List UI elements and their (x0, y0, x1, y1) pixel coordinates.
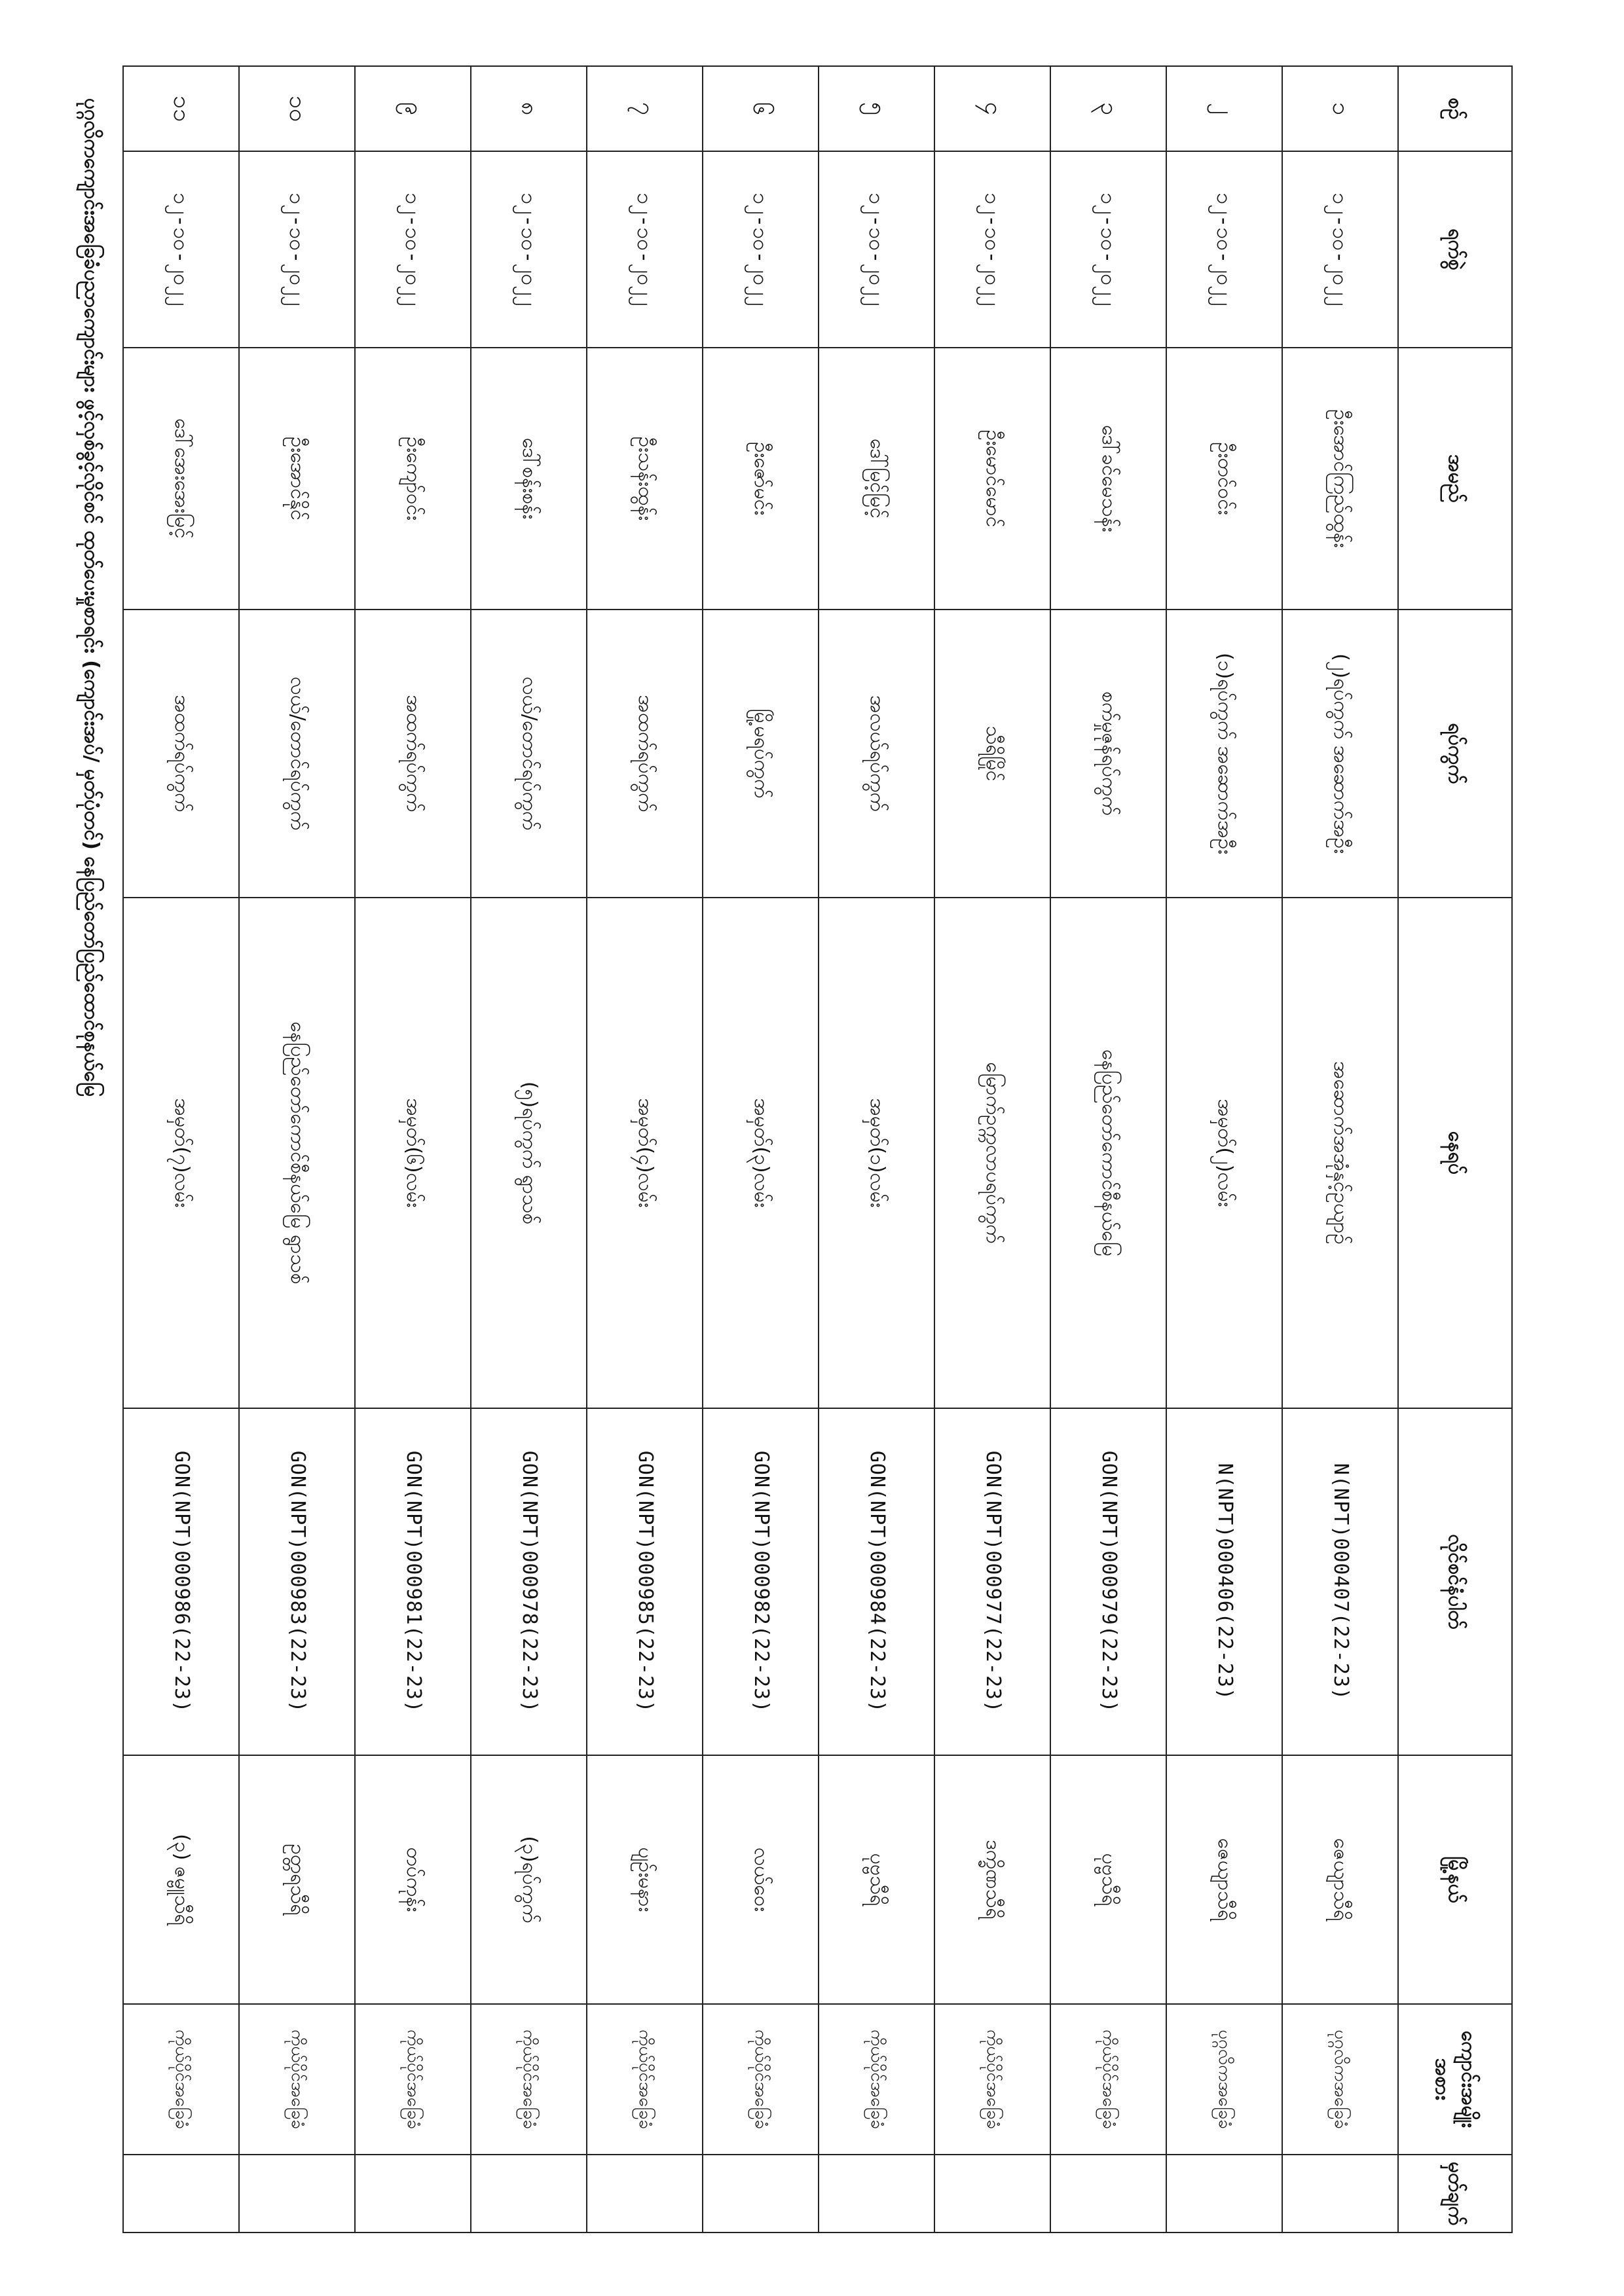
cell-license: GON(NPT)000982(22-23) (703, 1408, 819, 1755)
register-table (122, 65, 1513, 2233)
cell-no: ၃ (1050, 66, 1166, 151)
cell-township: တပ်ကုန်း (355, 1755, 471, 2004)
header-row (1398, 66, 1512, 2232)
cell-remark (1050, 2155, 1166, 2232)
cell-license: GON(NPT)000981(22-23) (355, 1408, 471, 1755)
header-license: လိုင်စင်နံပါတ် (1398, 1408, 1512, 1755)
cell-remark (934, 2155, 1050, 2232)
table-row (1166, 66, 1282, 2232)
cell-ward: စက်မှုဇုန်ရပ်ကွက် (1050, 610, 1166, 898)
table-row (1282, 66, 1398, 2232)
document-title: ပုဂ္ဂလိကကျောင်းအခြေခံပညာကျောင်းများ ဖွင့်လှစ်ခွင့်လိုင်စင် ထုတ်ပေးမှုစာရင်း (ကျောင်းအပ်/ မှတ်ပုံတင်) နေပြည်တော်ပြည်ထောင်စုနယ်မြေ (80, 98, 103, 1097)
cell-type: ကိုယ်ပိုင်အခြေခံ (123, 2004, 239, 2155)
cell-ward: လယ်/တောင်ရပ်ကွက် (239, 610, 355, 898)
cell-name: ဦးကျော်ဝင်း (355, 348, 471, 610)
cell-type: ပုဂ္ဂလိကအခြေခံ (1282, 2004, 1398, 2155)
cell-date: ၁၂-၁၀-၂၀၂၂ (239, 151, 355, 348)
cell-address: အမှတ်(၂)လမ်း (1166, 898, 1282, 1408)
cell-remark (1166, 2155, 1282, 2232)
cell-township: ဇေယျာသီရိ (1166, 1755, 1282, 2004)
cell-date: ၁၂-၁၀-၂၀၂၂ (355, 151, 471, 348)
cell-type: ပုဂ္ဂလိကအခြေခံ (1166, 2004, 1282, 2155)
header-name: အမည် (1398, 348, 1512, 610)
cell-type: ကိုယ်ပိုင်အခြေခံ (703, 2004, 819, 2155)
cell-address: နေပြည်တော်ကောင်စီနယ်မြေ (1050, 898, 1166, 1408)
header-no: စဉ် (1398, 66, 1512, 151)
cell-ward: သီရိမြိုင် (934, 610, 1050, 898)
cell-address: အမှတ်(၇)လမ်း (123, 898, 239, 1408)
cell-name: ဦးဇော်မင်း (703, 348, 819, 610)
cell-type: ကိုယ်ပိုင်အခြေခံ (934, 2004, 1050, 2155)
cell-no: ၄ (934, 66, 1050, 151)
cell-date: ၁၂-၁၀-၂၀၂၂ (934, 151, 1050, 348)
cell-license: GON(NPT)000985(22-23) (587, 1408, 703, 1755)
cell-ward: (၂)ရပ်ကွက် အဆောက်အဦး (1282, 610, 1398, 898)
cell-type: ကိုယ်ပိုင်အခြေခံ (471, 2004, 587, 2155)
cell-license: GON(NPT)000984(22-23) (819, 1408, 934, 1755)
cell-name: ဦးတင်ဝင်း (1166, 348, 1282, 610)
table-row (934, 66, 1050, 2232)
cell-ward: (၁)ရပ်ကွက် အဆောက်အဦး (1166, 610, 1282, 898)
cell-ward: အထက်ရပ်ကွက် (587, 610, 703, 898)
cell-license: N(NPT)000406(22-23) (1166, 1408, 1282, 1755)
cell-type: ကိုယ်ပိုင်အခြေခံ (355, 2004, 471, 2155)
cell-no: ၁၁ (123, 66, 239, 151)
cell-date: ၁၂-၁၀-၂၀၂၂ (819, 151, 934, 348)
cell-address: အဆောက်အအုံနှင့်ဥယျာဉ် (1282, 898, 1398, 1408)
cell-name: ဒေါ်အေးအေးမြင့် (123, 348, 239, 610)
cell-township: ပုဗ္ဗသီရိ (819, 1755, 934, 2004)
cell-remark (355, 2155, 471, 2232)
table-body (123, 66, 1398, 2232)
table-row (1050, 66, 1166, 2232)
cell-address: အမှတ်(၄)လမ်း (587, 898, 703, 1408)
cell-no: ၁၀ (239, 66, 355, 151)
cell-address: (၅)ရပ်ကွက် ရွာသစ် (471, 898, 587, 1408)
cell-no: ၅ (819, 66, 934, 151)
table-row (703, 66, 819, 2232)
table-row (819, 66, 934, 2232)
cell-no: ၁ (1282, 66, 1398, 151)
cell-ward: လယ်/တောင်ရပ်ကွက် (471, 610, 587, 898)
cell-date: ၁၂-၁၀-၂၀၂၂ (1050, 151, 1166, 348)
cell-license: N(NPT)000407(22-23) (1282, 1408, 1398, 1755)
cell-no: ၆ (703, 66, 819, 151)
cell-remark (703, 2155, 819, 2232)
cell-name: ဦးအောင်ကြည်ထွန်း (1282, 348, 1398, 610)
cell-type: ကိုယ်ပိုင်အခြေခံ (239, 2004, 355, 2155)
cell-date: ၁၂-၁၀-၂၀၂၂ (123, 151, 239, 348)
header-date: ရက်စွဲ (1398, 151, 1512, 348)
cell-date: ၁၂-၁၀-၂၀၂၂ (587, 151, 703, 348)
cell-license: GON(NPT)000979(22-23) (1050, 1408, 1166, 1755)
cell-township: ဇေယျာသီရိ (1282, 1755, 1398, 2004)
cell-remark (587, 2155, 703, 2232)
cell-township: (၃)ရပ်ကွက် (471, 1755, 587, 2004)
cell-address: အမှတ်(၃)လမ်း (703, 898, 819, 1408)
header-type: ကျောင်းအမျိုးအစား (1398, 2004, 1512, 2155)
cell-name: ဦးအောင်နိုင် (239, 348, 355, 610)
cell-no: ၈ (471, 66, 587, 151)
cell-no: ၂ (1166, 66, 1282, 151)
cell-remark (819, 2155, 934, 2232)
table-row (587, 66, 703, 2232)
cell-name: ဒေါ်မြင့်မြင့် (819, 348, 934, 610)
cell-license: GON(NPT)000983(22-23) (239, 1408, 355, 1755)
cell-remark (239, 2155, 355, 2232)
cell-date: ၁၂-၁၀-၂၀၂၂ (1282, 151, 1398, 348)
cell-remark (471, 2155, 587, 2232)
cell-township: လယ်ဝေး (703, 1755, 819, 2004)
table-row (239, 66, 355, 2232)
cell-address: အမှတ်(၁)လမ်း (819, 898, 934, 1408)
cell-type: ကိုယ်ပိုင်အခြေခံ (819, 2004, 934, 2155)
cell-date: ၁၂-၁၀-၂၀၂၂ (471, 151, 587, 348)
cell-name: ဒေါ်စန်းစန်း (471, 348, 587, 610)
cell-no: ၉ (355, 66, 471, 151)
cell-township: ဥတ္တရသီရိ (239, 1755, 355, 2004)
header-remark: မှတ်ချက် (1398, 2155, 1512, 2232)
cell-type: ကိုယ်ပိုင်အခြေခံ (587, 2004, 703, 2155)
cell-remark (1282, 2155, 1398, 2232)
cell-township: (၃) ဇမ္ဗူသီရိ (123, 1755, 239, 2004)
header-address: နေရပ် (1398, 898, 1512, 1408)
cell-license: GON(NPT)000977(22-23) (934, 1408, 1050, 1755)
table-row (123, 66, 239, 2232)
cell-name: ဒေါ်ခင်မေသန်း (1050, 348, 1166, 610)
cell-address: မြောက်ဥက္ကလာပရပ်ကွက် (934, 898, 1050, 1408)
cell-name: ဦးမောင်မောင် (934, 348, 1050, 610)
cell-ward: အထက်ရပ်ကွက် (123, 610, 239, 898)
cell-remark (123, 2155, 239, 2232)
cell-name: ဦးသန်းထွန်း (587, 348, 703, 610)
cell-township: ပုဗ္ဗသီရိ (1050, 1755, 1166, 2004)
cell-township: ပျဉ်းမနား (587, 1755, 703, 2004)
cell-license: GON(NPT)000978(22-23) (471, 1408, 587, 1755)
header-township: မြို့နယ် (1398, 1755, 1512, 2004)
cell-license: GON(NPT)000986(22-23) (123, 1408, 239, 1755)
cell-no: ၇ (587, 66, 703, 151)
cell-ward: အလယ်ရပ်ကွက် (819, 610, 934, 898)
cell-address: နေပြည်တော်ကောင်စီနယ်မြေ ရွာသစ် (239, 898, 355, 1408)
cell-date: ၁၂-၁၀-၂၀၂၂ (1166, 151, 1282, 348)
cell-date: ၁၂-၁၀-၂၀၂၂ (703, 151, 819, 348)
cell-address: အမှတ်(၆)လမ်း (355, 898, 471, 1408)
table-row (355, 66, 471, 2232)
cell-type: ကိုယ်ပိုင်အခြေခံ (1050, 2004, 1166, 2155)
cell-township: ဒက္ခိဏသီရိ (934, 1755, 1050, 2004)
cell-ward: အထက်ရပ်ကွက် (355, 610, 471, 898)
header-ward: ရပ်ကွက် (1398, 610, 1512, 898)
table-row (471, 66, 587, 2232)
cell-ward: မြို့မရပ်ကွက် (703, 610, 819, 898)
